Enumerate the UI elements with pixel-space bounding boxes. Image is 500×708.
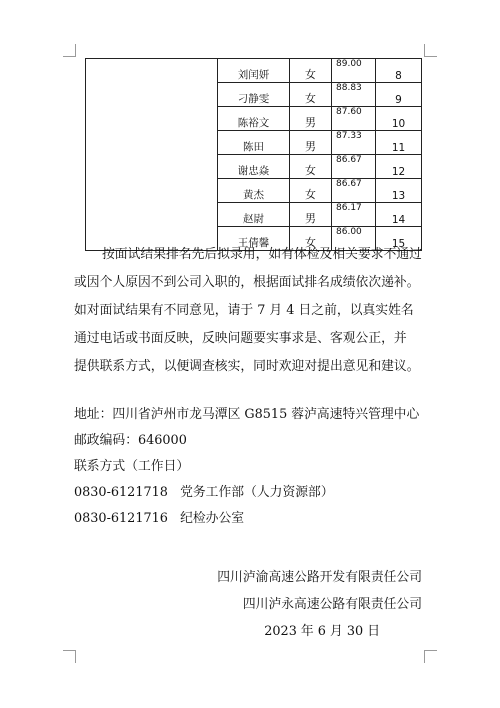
candidate-name: 黄杰: [218, 179, 290, 203]
candidate-gender: 男: [290, 131, 332, 155]
candidate-score: 87.33: [332, 131, 376, 155]
candidate-score: 86.67: [332, 155, 376, 179]
table-blank-cell: [86, 59, 218, 251]
candidate-rank: 8: [376, 59, 422, 83]
candidate-rank: 12: [376, 155, 422, 179]
notice-line: 通过电话或书面反映，反映问题要实事求是、客观公正，并: [74, 331, 407, 346]
candidate-rank: 14: [376, 203, 422, 227]
candidate-score: 86.17: [332, 203, 376, 227]
candidate-rank: 15: [376, 227, 422, 251]
candidate-score: 89.00: [332, 59, 376, 83]
notice-line: 如对面试结果有不同意见，请于 7 月 4 日之前，以真实姓名: [74, 303, 414, 318]
candidate-rank: 9: [376, 83, 422, 107]
contact-method-label: 联系方式（工作日）: [74, 459, 190, 474]
notice-line: 或因个人原因不到公司入职的，根据面试排名成绩依次递补。: [74, 275, 420, 290]
candidate-rank: 10: [376, 107, 422, 131]
candidate-score: 86.67: [332, 179, 376, 203]
interview-results-table: [85, 58, 422, 251]
company-name-1: 四川泸渝高速公路开发有限责任公司: [217, 570, 422, 585]
candidate-name: 王倩馨: [218, 227, 290, 251]
contact-block: [74, 402, 419, 532]
page-corner-mark-bottom-right: [424, 650, 437, 663]
candidate-name: 刁静雯: [218, 83, 290, 107]
postcode-text: 邮政编码：646000: [74, 433, 187, 448]
candidate-gender: 女: [290, 155, 332, 179]
candidate-name: 刘闰妍: [218, 59, 290, 83]
candidate-gender: 女: [290, 179, 332, 203]
candidate-gender: 女: [290, 227, 332, 251]
candidate-score: 86.00: [332, 227, 376, 251]
candidate-rank: 11: [376, 131, 422, 155]
table-row: [86, 59, 422, 83]
issue-date: 2023 年 6 月 30 日: [264, 624, 380, 639]
candidate-gender: 女: [290, 83, 332, 107]
candidate-rank: 13: [376, 179, 422, 203]
page-corner-mark-top-right: [424, 44, 437, 57]
candidate-name: 陈田: [218, 131, 290, 155]
candidate-gender: 女: [290, 59, 332, 83]
notice-paragraph: [74, 241, 434, 381]
candidate-name: 谢忠焱: [218, 155, 290, 179]
candidate-gender: 男: [290, 107, 332, 131]
page-corner-mark-bottom-left: [63, 650, 76, 663]
candidate-name: 赵尉: [218, 203, 290, 227]
notice-line: 提供联系方式，以便调查核实，同时欢迎对提出意见和建议。: [74, 359, 420, 374]
notice-line: 按面试结果排名先后拟录用，如有体检及相关要求不通过: [102, 247, 422, 262]
candidate-gender: 男: [290, 203, 332, 227]
company-name-2: 四川泸永高速公路有限责任公司: [242, 597, 422, 612]
candidate-name: 陈裕文: [218, 107, 290, 131]
page-corner-mark-top-left: [63, 44, 76, 57]
candidate-score: 87.60: [332, 107, 376, 131]
phone-discipline-office: 0830-6121716 纪检办公室: [74, 511, 245, 526]
candidate-score: 88.83: [332, 83, 376, 107]
phone-party-affairs: 0830-6121718 党务工作部（人力资源部）: [74, 485, 334, 500]
address-text: 地址：四川省泸州市龙马潭区 G8515 蓉泸高速特兴管理中心: [74, 407, 420, 422]
